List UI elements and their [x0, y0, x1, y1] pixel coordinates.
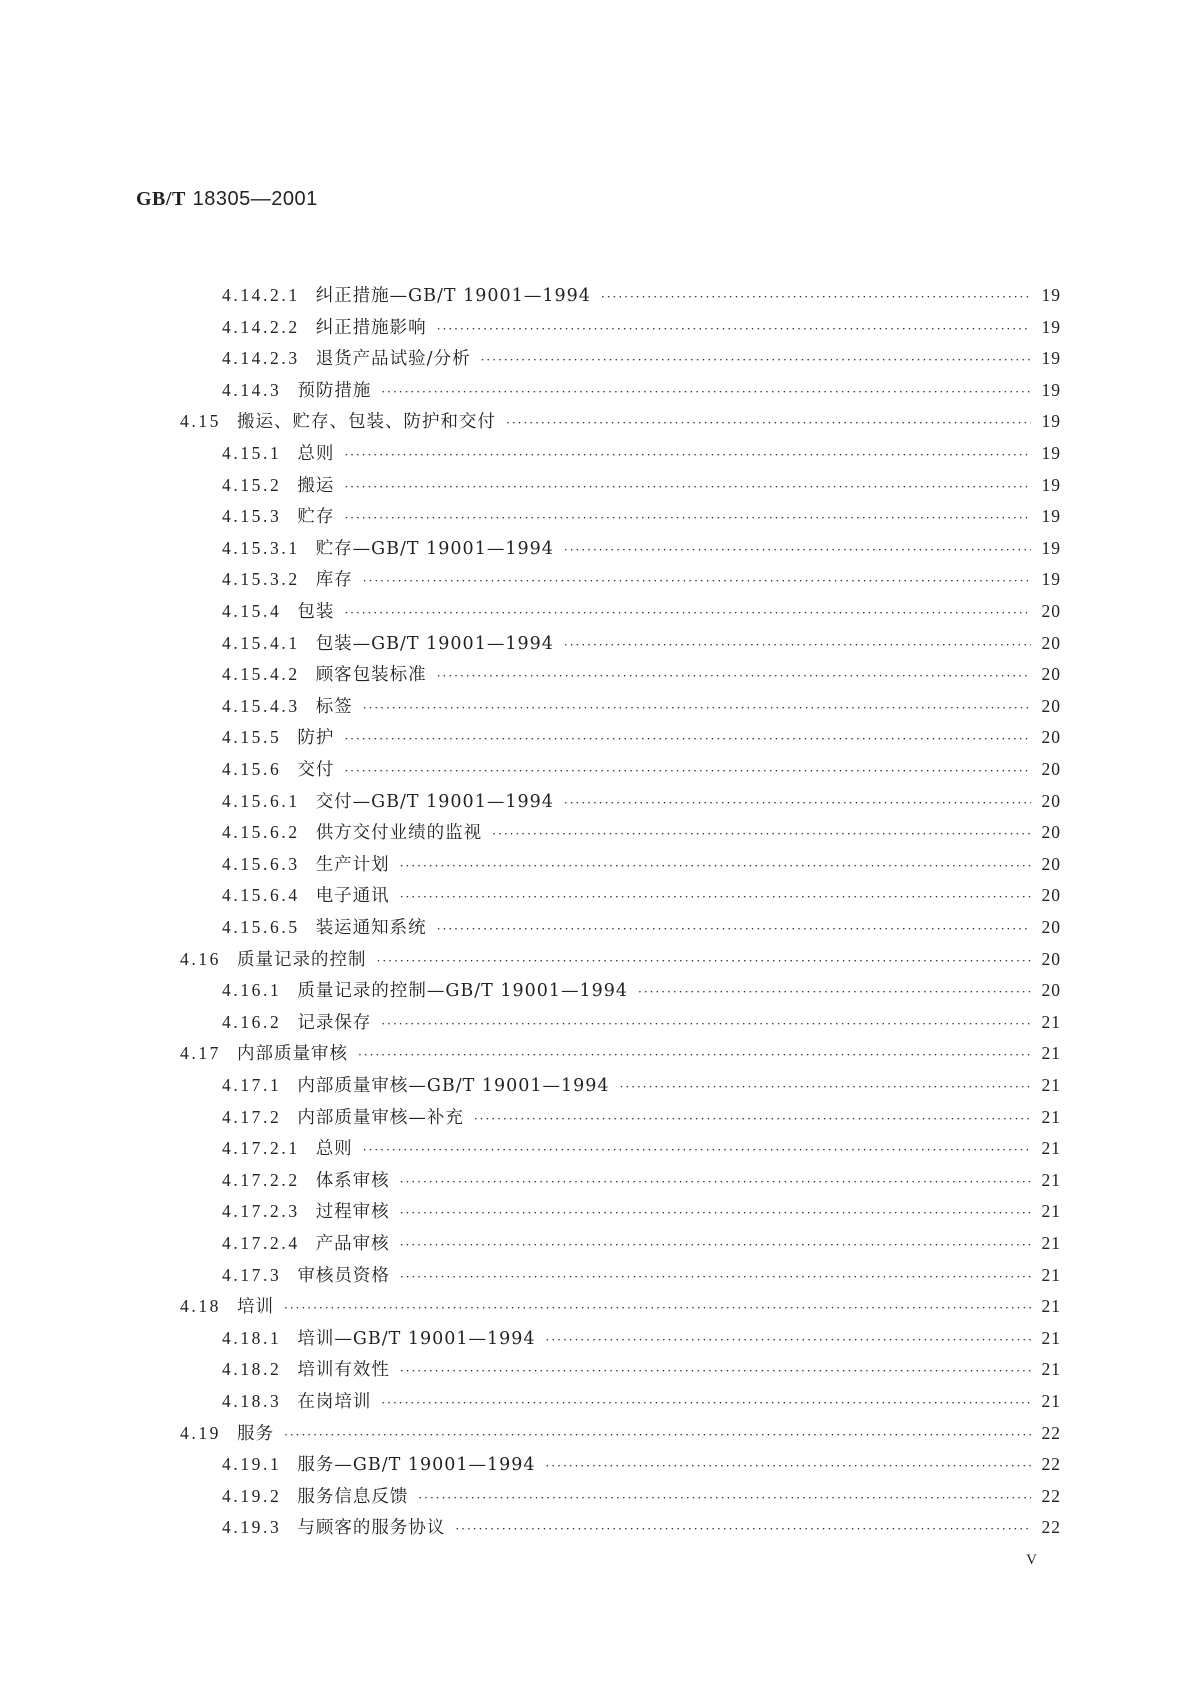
toc-dot-leader	[363, 574, 1031, 588]
toc-dot-leader	[381, 1017, 1031, 1031]
toc-entry[interactable]	[222, 1104, 1061, 1128]
toc-entry-number: 4.19	[180, 1422, 222, 1443]
toc-entry[interactable]	[222, 314, 1061, 338]
toc-entry-page: 21	[1041, 1264, 1061, 1285]
toc-entry-number: 4.15.4.3	[222, 695, 300, 716]
toc-entry[interactable]	[180, 1420, 1061, 1444]
toc-dot-leader	[481, 353, 1031, 367]
toc-entry-title: 审核员资格	[297, 1265, 390, 1286]
toc-entry-page: 20	[1041, 853, 1061, 874]
toc-entry-page: 20	[1041, 822, 1061, 843]
toc-entry[interactable]	[222, 377, 1061, 401]
toc-entry-number: 4.15.5	[222, 727, 282, 748]
toc-entry-number: 4.15.6.5	[222, 917, 300, 937]
toc-entry-title: 质量记录的控制	[237, 949, 367, 970]
toc-entry[interactable]	[222, 1262, 1061, 1286]
toc-dot-leader	[437, 669, 1031, 683]
toc-entry-title: 过程审核	[315, 1202, 390, 1223]
toc-entry-number: 4.15.2	[222, 474, 282, 495]
toc-dot-leader	[363, 701, 1031, 715]
toc-entry[interactable]	[222, 282, 1061, 306]
toc-entry[interactable]	[222, 1167, 1061, 1191]
toc-entry-number: 4.14.2.3	[222, 348, 300, 369]
toc-entry-number: 4.15.6.3	[222, 853, 300, 874]
toc-entry-page: 19	[1041, 506, 1061, 527]
toc-entry-page: 21	[1041, 1169, 1061, 1190]
toc-entry-page: 21	[1041, 1138, 1061, 1159]
toc-entry-number: 4.15.3.2	[222, 569, 300, 590]
toc-entry-page: 21	[1041, 1296, 1061, 1317]
toc-entry-title: 服务信息反馈	[297, 1486, 409, 1507]
toc-dot-leader	[400, 1270, 1031, 1284]
toc-entry-title: 退货产品试验/分析	[315, 349, 471, 370]
toc-dot-leader	[400, 1364, 1031, 1378]
toc-entry-number: 4.15.6.2	[222, 822, 300, 843]
toc-entry-number: 4.16.1	[222, 980, 282, 1001]
toc-dot-leader	[638, 985, 1031, 999]
toc-entry-page: 19	[1041, 411, 1061, 432]
toc-entry-title: 培训	[237, 1297, 275, 1318]
toc-dot-leader	[344, 480, 1031, 494]
toc-entry-number: 4.17.3	[222, 1264, 282, 1285]
toc-dot-leader	[344, 511, 1031, 525]
toc-entry[interactable]	[222, 756, 1061, 780]
toc-entry-title: 生产计划	[315, 854, 390, 875]
toc-entry-title: 包装—GB/T 19001—1994	[315, 633, 554, 654]
toc-entry-number: 4.18.1	[222, 1327, 282, 1348]
toc-entry[interactable]	[222, 1072, 1061, 1096]
toc-entry[interactable]	[222, 1451, 1061, 1475]
toc-entry[interactable]	[222, 1388, 1061, 1412]
toc-entry-page: 20	[1041, 759, 1061, 779]
toc-entry[interactable]	[222, 535, 1061, 559]
toc-entry[interactable]	[222, 882, 1061, 906]
toc-entry-page: 21	[1041, 1327, 1061, 1348]
toc-entry-title: 内部质量审核—GB/T 19001—1994	[297, 1076, 610, 1096]
toc-dot-leader	[437, 922, 1031, 936]
toc-entry[interactable]	[222, 661, 1061, 685]
toc-entry[interactable]	[180, 408, 1061, 432]
toc-entry-page: 19	[1041, 569, 1061, 590]
toc-entry-title: 内部质量审核	[237, 1044, 349, 1065]
toc-dot-leader	[620, 1080, 1031, 1094]
toc-entry-page: 21	[1041, 1043, 1061, 1064]
toc-entry-page: 19	[1041, 443, 1061, 463]
toc-dot-leader	[344, 732, 1031, 746]
toc-entry-number: 4.15.3	[222, 506, 282, 527]
toc-entry-number: 4.19.3	[222, 1517, 282, 1538]
toc-entry-page: 21	[1041, 1359, 1061, 1380]
toc-entry[interactable]	[180, 1293, 1061, 1317]
toc-entry-title: 产品审核	[315, 1234, 390, 1254]
toc-entry-page: 21	[1041, 1391, 1061, 1411]
toc-entry-number: 4.16.2	[222, 1011, 282, 1032]
toc-entry-page: 20	[1041, 948, 1061, 969]
toc-dot-leader	[506, 416, 1031, 430]
toc-dot-leader	[400, 859, 1031, 873]
toc-entry-page: 20	[1041, 695, 1061, 716]
toc-entry[interactable]	[180, 946, 1061, 970]
toc-entry-title: 培训—GB/T 19001—1994	[297, 1328, 536, 1349]
toc-entry[interactable]	[222, 1230, 1061, 1254]
toc-entry-title: 质量记录的控制—GB/T 19001—1994	[297, 981, 629, 1002]
toc-entry-title: 贮存—GB/T 19001—1994	[315, 538, 554, 559]
toc-entry-number: 4.15.4	[222, 601, 282, 621]
toc-dot-leader	[358, 1048, 1031, 1062]
toc-dot-leader	[344, 764, 1031, 778]
toc-entry-number: 4.14.3	[222, 379, 282, 400]
toc-entry-page: 20	[1041, 790, 1061, 811]
toc-entry[interactable]	[222, 630, 1061, 654]
toc-entry[interactable]	[222, 1009, 1061, 1033]
toc-entry-number: 4.19.1	[222, 1454, 282, 1475]
toc-entry-number: 4.19.2	[222, 1485, 282, 1506]
toc-entry[interactable]	[222, 819, 1061, 843]
toc-entry-title: 记录保存	[297, 1012, 372, 1033]
toc-entry-page: 19	[1041, 348, 1061, 369]
toc-entry-page: 22	[1041, 1517, 1061, 1538]
toc-entry-page: 20	[1041, 664, 1061, 685]
toc-dot-leader	[400, 1238, 1031, 1252]
toc-entry-title: 电子通讯	[315, 886, 390, 907]
toc-entry-number: 4.15.4.2	[222, 664, 300, 685]
toc-entry-title: 体系审核	[315, 1170, 390, 1191]
toc-entry[interactable]	[222, 1356, 1061, 1380]
toc-entry-number: 4.18	[180, 1296, 222, 1317]
document-code	[136, 186, 318, 211]
toc-entry-number: 4.14.2.1	[222, 285, 300, 305]
toc-entry[interactable]	[222, 693, 1061, 717]
toc-entry-title: 包装	[297, 602, 335, 622]
toc-entry-page: 22	[1041, 1485, 1061, 1506]
toc-entry-title: 库存	[315, 570, 353, 591]
toc-entry-title: 标签	[315, 696, 353, 717]
toc-entry-page: 20	[1041, 885, 1061, 906]
toc-entry-title: 内部质量审核—补充	[297, 1107, 464, 1128]
toc-dot-leader	[546, 1333, 1031, 1347]
toc-entry-page: 22	[1041, 1422, 1061, 1443]
toc-entry-number: 4.15.6	[222, 759, 282, 779]
toc-entry-page: 21	[1041, 1233, 1061, 1253]
toc-dot-leader	[564, 543, 1031, 557]
toc-entry[interactable]	[222, 851, 1061, 875]
toc-entry[interactable]	[222, 1325, 1061, 1349]
toc-entry-page: 19	[1041, 537, 1061, 558]
toc-entry-number: 4.14.2.2	[222, 316, 300, 337]
toc-entry[interactable]	[222, 914, 1061, 938]
toc-entry-number: 4.16	[180, 948, 222, 969]
document-code-prefix: GB/T	[136, 188, 186, 210]
toc-entry-number: 4.17.2.3	[222, 1201, 300, 1222]
toc-entry[interactable]	[222, 724, 1061, 748]
toc-entry[interactable]	[222, 472, 1061, 496]
toc-entry-title: 总则	[297, 444, 335, 464]
toc-entry[interactable]	[222, 977, 1061, 1001]
toc-entry-title: 交付—GB/T 19001—1994	[315, 791, 554, 812]
toc-entry-number: 4.15	[180, 411, 222, 432]
toc-dot-leader	[400, 890, 1031, 904]
toc-entry-title: 装运通知系统	[315, 918, 427, 938]
toc-dot-leader	[492, 827, 1031, 841]
toc-entry-page: 19	[1041, 316, 1061, 337]
toc-entry-number: 4.17.2.2	[222, 1169, 300, 1190]
toc-entry-title: 交付	[297, 760, 335, 780]
toc-dot-leader	[601, 290, 1031, 304]
toc-dot-leader	[564, 638, 1031, 652]
toc-entry-page: 20	[1041, 980, 1061, 1001]
toc-entry[interactable]	[222, 1483, 1061, 1507]
toc-entry-page: 21	[1041, 1075, 1061, 1095]
toc-entry[interactable]	[222, 503, 1061, 527]
toc-entry[interactable]	[222, 440, 1061, 464]
toc-dot-leader	[400, 1206, 1031, 1220]
toc-entry-number: 4.15.1	[222, 443, 282, 463]
toc-entry-page: 20	[1041, 917, 1061, 937]
toc-dot-leader	[381, 1396, 1031, 1410]
toc-entry-number: 4.17.1	[222, 1075, 282, 1095]
toc-entry-title: 预防措施	[297, 380, 372, 401]
toc-dot-leader	[400, 1175, 1031, 1189]
toc-entry-number: 4.15.4.1	[222, 632, 300, 653]
toc-dot-leader	[418, 1491, 1031, 1505]
toc-dot-leader	[344, 606, 1031, 620]
toc-entry-number: 4.18.2	[222, 1359, 282, 1380]
toc-entry-page: 22	[1041, 1454, 1061, 1475]
toc-entry-title: 服务	[237, 1423, 275, 1444]
toc-entry-title: 纠正措施—GB/T 19001—1994	[315, 286, 591, 306]
toc-entry-title: 贮存	[297, 507, 335, 528]
page-number: V	[1026, 1552, 1037, 1568]
toc-entry-number: 4.15.6.1	[222, 790, 300, 811]
toc-entry-number: 4.17.2	[222, 1106, 282, 1127]
toc-dot-leader	[455, 1522, 1031, 1536]
toc-dot-leader	[363, 1143, 1031, 1157]
toc-entry[interactable]	[222, 1514, 1061, 1538]
toc-dot-leader	[284, 1428, 1031, 1442]
toc-entry[interactable]	[180, 1040, 1061, 1064]
toc-entry-page: 21	[1041, 1011, 1061, 1032]
toc-dot-leader	[381, 385, 1031, 399]
document-code-number: 18305—2001	[192, 188, 318, 210]
toc-entry-number: 4.17	[180, 1043, 222, 1064]
toc-entry-title: 搬运	[297, 475, 335, 496]
toc-entry-page: 19	[1041, 379, 1061, 400]
toc-entry-title: 供方交付业绩的监视	[315, 823, 483, 844]
toc-entry[interactable]	[222, 598, 1061, 622]
toc-dot-leader	[564, 796, 1031, 810]
toc-entry-number: 4.18.3	[222, 1391, 282, 1411]
toc-entry-title: 顾客包装标准	[315, 665, 427, 686]
toc-entry-title: 培训有效性	[297, 1360, 390, 1381]
toc-dot-leader	[284, 1301, 1031, 1315]
toc-entry-page: 21	[1041, 1201, 1061, 1222]
toc-dot-leader	[474, 1112, 1031, 1126]
toc-entry-title: 防护	[297, 728, 335, 749]
toc-entry-title: 在岗培训	[297, 1392, 372, 1412]
toc-dot-leader	[437, 322, 1031, 336]
toc-entry-page: 21	[1041, 1106, 1061, 1127]
toc-entry-page: 20	[1041, 632, 1061, 653]
toc-entry-title: 总则	[315, 1139, 353, 1160]
toc-entry[interactable]	[222, 566, 1061, 590]
toc-entry-number: 4.17.2.4	[222, 1233, 300, 1253]
toc-entry-title: 服务—GB/T 19001—1994	[297, 1455, 536, 1476]
toc-entry-number: 4.15.6.4	[222, 885, 300, 906]
toc-dot-leader	[377, 954, 1031, 968]
toc-entry-title: 搬运、贮存、包装、防护和交付	[237, 412, 497, 433]
toc-entry-page: 19	[1041, 285, 1061, 305]
toc-entry[interactable]	[222, 345, 1061, 369]
toc-entry[interactable]	[222, 1135, 1061, 1159]
toc-entry-title: 纠正措施影响	[315, 317, 427, 338]
toc-entry-page: 19	[1041, 474, 1061, 495]
toc-dot-leader	[546, 1459, 1031, 1473]
toc-dot-leader	[344, 448, 1031, 462]
toc-entry-page: 20	[1041, 727, 1061, 748]
toc-entry[interactable]	[222, 1198, 1061, 1222]
toc-entry-number: 4.17.2.1	[222, 1138, 300, 1159]
toc-entry-title: 与顾客的服务协议	[297, 1518, 446, 1539]
toc-entry[interactable]	[222, 788, 1061, 812]
toc-entry-page: 20	[1041, 601, 1061, 621]
toc-entry-number: 4.15.3.1	[222, 537, 300, 558]
